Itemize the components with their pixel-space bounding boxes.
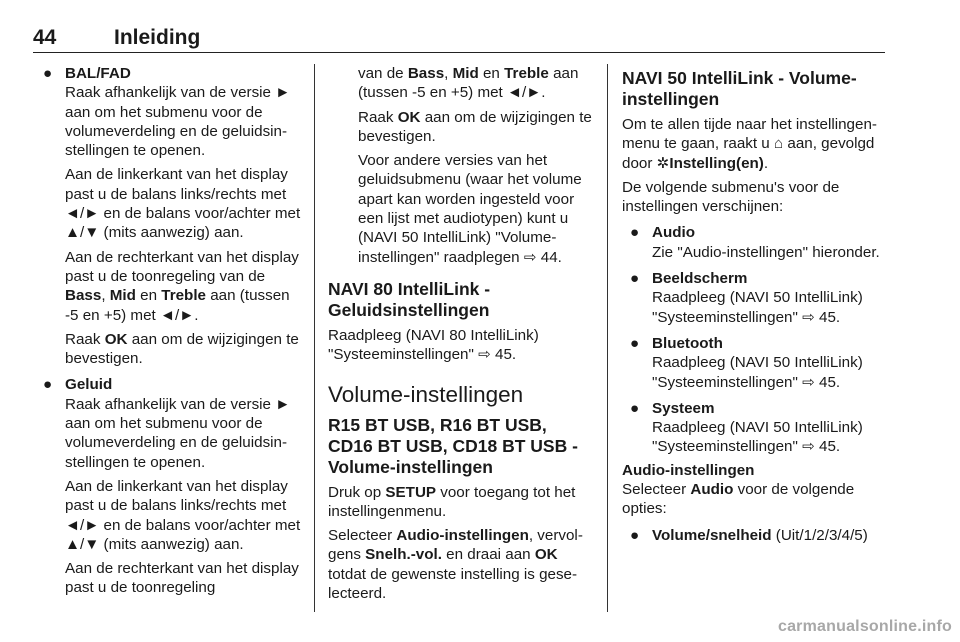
paragraph: Raak afhankelijk van de versie ► aan om het submenu voor de volumeverdeling en de geluidsinstellingen te openen. <box>65 84 291 160</box>
paragraph: Zie "Audio-instellingen" hieronder. <box>652 243 880 261</box>
bullet-icon: ● <box>630 334 640 352</box>
bullet-icon: ● <box>630 526 640 544</box>
paragraph: van de Bass, Mid en Treble aan (tussen -5 en +5) met ◄/►. <box>358 65 579 102</box>
continued-list-item <box>328 64 596 267</box>
bullet-icon: ● <box>630 270 640 288</box>
list-item-beeldscherm <box>630 269 892 327</box>
page-reference-icon: ⇨ <box>802 438 815 456</box>
list-item-systeem <box>630 399 892 457</box>
home-icon: ⌂ <box>773 135 784 153</box>
item-title: Bluetooth <box>652 334 723 352</box>
arrow-right-icon: ► <box>275 395 291 413</box>
arrows-up-down-icon: ▲/▼ <box>65 224 100 242</box>
paragraph: Aan de linkerkant van het display past u de balans links/rechts met ◄/► en de balans voor/achter met ▲/▼ (mits aanwezig) aan. <box>65 166 301 242</box>
item-title: Systeem <box>652 399 715 417</box>
paragraph: Raak OK aan om de wijzigingen te bevestigen. <box>358 108 592 145</box>
item-title: Geluid <box>65 376 113 394</box>
bullet-icon: ● <box>630 399 640 417</box>
paragraph: Raak afhankelijk van de versie ► aan om het submenu voor de volumeverdeling en de geluidsinstellingen te openen. <box>65 395 291 471</box>
page-reference-icon: ⇨ <box>802 308 815 326</box>
heading-navi80: NAVI 80 IntelliLink - Geluidsinstellingen <box>328 278 491 320</box>
page-reference-icon: ⇨ <box>802 373 815 391</box>
column-2 <box>328 64 596 603</box>
arrows-left-right-icon: ◄/► <box>65 205 100 223</box>
paragraph: Om te allen tijde naar het instellingenmenu te gaan, raakt u ⌂ aan, gevolgd door ✲Instelling(en). <box>622 116 877 172</box>
paragraph: Raadpleeg (NAVI 50 IntelliLink) "Systeeminstellingen" ⇨ 45. <box>652 354 863 391</box>
paragraph: Aan de linkerkant van het display past u de balans links/rechts met ◄/► en de balans voor/achter met ▲/▼ (mits aanwezig) aan. <box>65 477 301 553</box>
list-item-bal-fad <box>43 64 305 368</box>
page-reference-icon: ⇨ <box>478 346 491 364</box>
item-title: Beeldscherm <box>652 270 748 288</box>
column-3 <box>622 64 892 545</box>
bullet-icon: ● <box>630 224 640 242</box>
paragraph: Raadpleeg (NAVI 50 IntelliLink) "Systeeminstellingen" ⇨ 45. <box>652 289 863 326</box>
arrows-up-down-icon: ▲/▼ <box>65 535 100 553</box>
bullet-icon: ● <box>43 376 53 394</box>
page-reference-icon: ⇨ <box>523 248 537 266</box>
list-item-geluid <box>43 375 305 597</box>
list-item-volume-snelheid: ● Volume/snelheid (Uit/1/2/3/4/5) <box>630 526 868 544</box>
paragraph: Aan de rechterkant van het display past u de toonregeling van de Bass, Mid en Treble aan (tussen -5 en +5) met ◄/►. <box>65 248 299 324</box>
arrows-left-right-icon: ◄/► <box>507 84 542 102</box>
paragraph: Raadpleeg (NAVI 80 IntelliLink) "Systeeminstellingen" ⇨ 45. <box>328 326 539 364</box>
list-item-bluetooth <box>630 334 892 392</box>
paragraph: Raak OK aan om de wijzigingen te bevestigen. <box>65 330 299 368</box>
paragraph: Raadpleeg (NAVI 50 IntelliLink) "Systeeminstellingen" ⇨ 45. <box>652 419 863 456</box>
bullet-icon: ● <box>43 65 53 82</box>
arrows-left-right-icon: ◄/► <box>159 306 195 324</box>
paragraph: Aan de rechterkant van het display past u de toonregeling <box>65 560 299 597</box>
column-divider-2 <box>607 64 608 612</box>
heading-r15: R15 BT USB, R16 BT USB, CD16 BT USB, CD18 BT USB - Volume-instellingen <box>328 414 578 477</box>
column-divider-1 <box>314 64 315 612</box>
list-item-audio <box>630 223 892 262</box>
section-title: Inleiding <box>114 26 201 49</box>
page-number: 44 <box>33 26 57 49</box>
item-title: BAL/FAD <box>65 65 131 82</box>
paragraph: Selecteer Audio-instellingen, vervolgens Snelh.-vol. en draai aan OK totdat de gewenste instelling is geselecteerd. <box>328 527 583 603</box>
gear-icon: ✲ <box>656 154 670 172</box>
subheading-audio-instellingen: Audio-instellingen <box>622 461 755 479</box>
heading-navi50: NAVI 50 IntelliLink - Volume-instellingen <box>622 68 857 109</box>
arrows-left-right-icon: ◄/► <box>65 516 100 534</box>
paragraph: Selecteer Audio voor de volgende opties: <box>622 481 855 518</box>
heading-volume-instellingen: Volume-instellingen <box>328 381 524 407</box>
column-1 <box>43 64 305 598</box>
paragraph: De volgende submenu's voor de instellingen verschijnen: <box>622 178 840 216</box>
watermark: carmanualsonline.info <box>777 618 952 635</box>
arrow-right-icon: ► <box>275 84 291 102</box>
page-header <box>33 26 885 53</box>
item-title: Audio <box>652 224 696 242</box>
paragraph: Voor andere versies van het geluidsubmenu (waar het volume apart kan worden ingesteld voor een lijst met audiotypen) kunt u (NAVI 50 IntelliLink) "Volume-instellingen" raadplegen ⇨ 44. <box>358 152 582 266</box>
paragraph: Druk op SETUP voor toegang tot het instellingenmenu. <box>328 483 576 520</box>
